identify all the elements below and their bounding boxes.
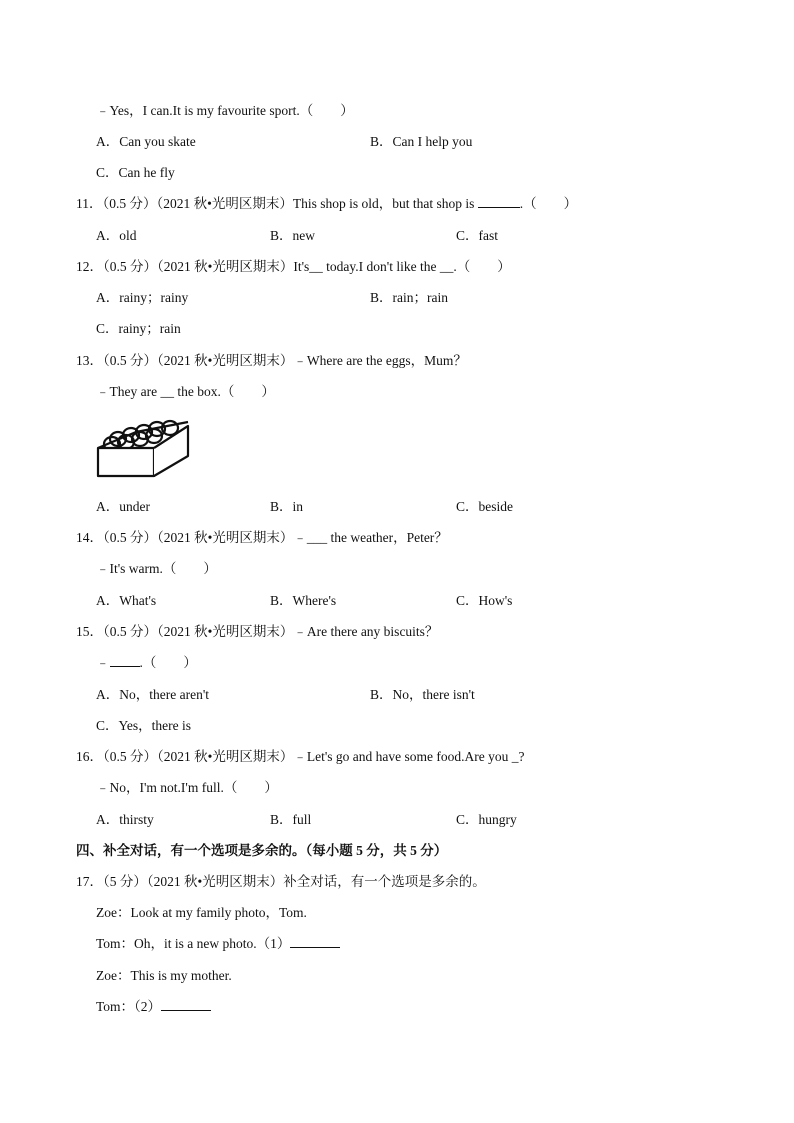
q12-stem: 12．（0.5 分）（2021 秋•光明区期末）It's__ today.I don't like the __.（ ） — [76, 259, 511, 274]
q14-stem: 14．（0.5 分）（2021 秋•光明区期末）﹣___ the weather，Peter？ — [76, 530, 448, 545]
q12-option-c[interactable]: C．rainy；rain — [96, 321, 181, 336]
q12-option-a[interactable]: A．rainy；rainy — [96, 290, 189, 305]
q17-dialog-line-2 — [96, 935, 340, 953]
q17-stem: 17．（5 分）（2021 秋•光明区期末）补全对话，有一个选项是多余的。 — [76, 874, 486, 889]
q13-option-b[interactable]: B．in — [270, 499, 304, 514]
q17-dialog-line-4 — [96, 998, 211, 1016]
q16-option-c[interactable]: C．hungry — [456, 812, 517, 827]
q13-option-c[interactable]: C．beside — [456, 499, 513, 514]
q16-option-a[interactable]: A．thirsty — [96, 812, 154, 827]
q10-option-c[interactable]: C．Can he fly — [96, 165, 175, 180]
q16-answer-line: ﹣No，I'm not.I'm full.（ ） — [96, 780, 278, 795]
q17-dialog-line-3: Zoe：This is my mother. — [96, 968, 232, 983]
q11-option-c[interactable]: C．fast — [456, 228, 498, 243]
q11-option-a[interactable]: A．old — [96, 228, 137, 243]
q14-option-b[interactable]: B．Where's — [270, 593, 337, 608]
egg-box-icon — [96, 418, 192, 480]
q15-option-c[interactable]: C．Yes，there is — [96, 718, 192, 733]
q11-stem-end: .（ ） — [519, 196, 578, 211]
q11-answer-blank[interactable] — [478, 195, 520, 208]
q15-answer-dash: ﹣ — [96, 655, 110, 670]
q17-dialog-line-2-text: Tom：Oh，it is a new photo.（1） — [96, 936, 291, 951]
q13-answer-line: ﹣They are __ the box.（ ） — [96, 384, 275, 399]
q10-option-b[interactable]: B．Can I help you — [370, 134, 473, 149]
q17-blank-1[interactable] — [290, 935, 340, 948]
q15-answer-blank[interactable] — [110, 654, 140, 667]
q11-stem — [76, 195, 577, 213]
q15-option-b[interactable]: B．No，there isn't — [370, 687, 475, 702]
q14-answer-line: ﹣It's warm.（ ） — [96, 561, 217, 576]
q17-dialog-line-4-text: Tom：（2） — [96, 999, 162, 1014]
q16-stem: 16．（0.5 分）（2021 秋•光明区期末）﹣Let's go and have some food.Are you _? — [76, 749, 525, 764]
q17-dialog-line-1: Zoe：Look at my family photo，Tom. — [96, 905, 307, 920]
q11-option-b[interactable]: B．new — [270, 228, 315, 243]
q11-stem-text: 11．（0.5 分）（2021 秋•光明区期末）This shop is old，but that shop is — [76, 196, 478, 211]
q14-option-a[interactable]: A．What's — [96, 593, 157, 608]
q15-answer-line — [96, 654, 197, 672]
q13-stem: 13．（0.5 分）（2021 秋•光明区期末）﹣Where are the eggs，Mum？ — [76, 353, 467, 368]
q10-option-a[interactable]: A．Can you skate — [96, 134, 196, 149]
q10-answer-line: ﹣Yes，I can.It is my favourite sport.（ ） — [96, 103, 354, 118]
q15-answer-end: .（ ） — [139, 655, 197, 670]
q14-option-c[interactable]: C．How's — [456, 593, 513, 608]
q17-blank-2[interactable] — [161, 998, 211, 1011]
q16-option-b[interactable]: B．full — [270, 812, 312, 827]
q12-option-b[interactable]: B．rain；rain — [370, 290, 448, 305]
section-4-heading: 四、补全对话，有一个选项是多余的。（每小题 5 分，共 5 分） — [76, 843, 448, 858]
q13-option-a[interactable]: A．under — [96, 499, 150, 514]
q15-option-a[interactable]: A．No，there aren't — [96, 687, 210, 702]
q15-stem: 15．（0.5 分）（2021 秋•光明区期末）﹣Are there any biscuits？ — [76, 624, 439, 639]
